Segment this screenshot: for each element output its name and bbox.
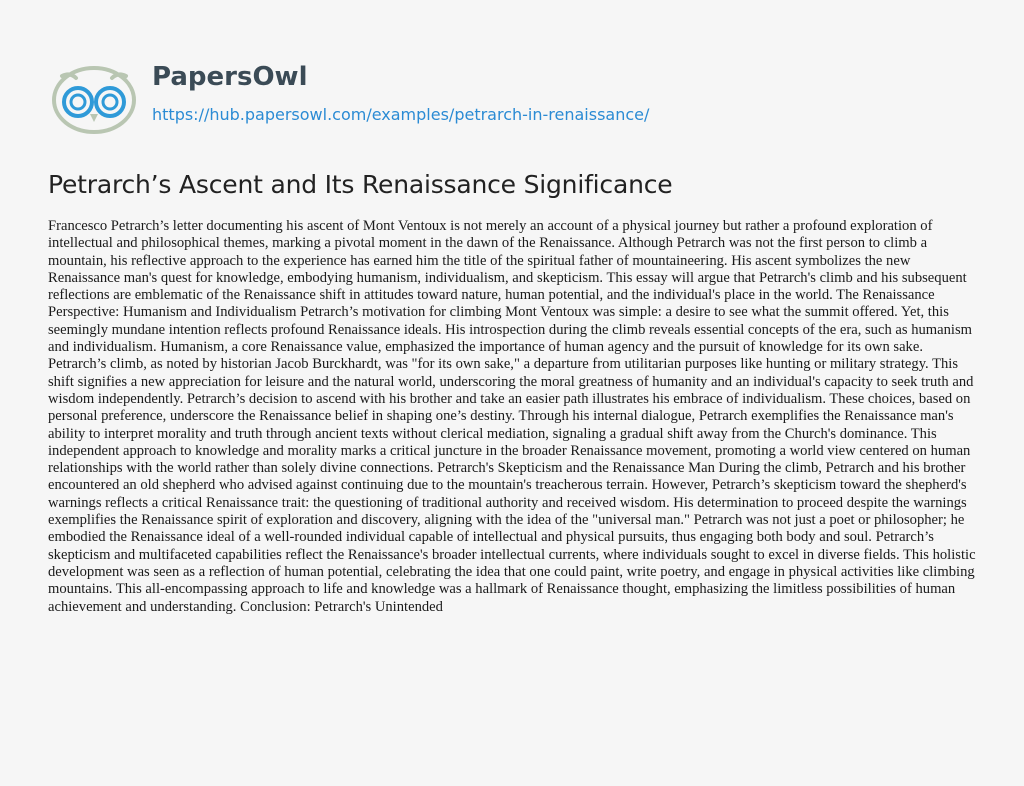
document-title: Petrarch’s Ascent and Its Renaissance Significance: [48, 170, 673, 199]
document-body: Francesco Petrarch’s letter documenting his ascent of Mont Ventoux is not merely an account of a physical journey but rather a profound exploration of intellectual and philosophical themes, marking a pivotal moment in the dawn of the Renaissance. Although Petrarch was not the first person to climb a mountain, his reflective approach to the experience has earned him the title of the spiritual father of mountaineering. His ascent symbolizes the new Renaissance man's quest for knowledge, embodying humanism, individualism, and skepticism. This essay will argue that Petrarch's climb and his subsequent reflections are emblematic of the Renaissance shift in attitudes toward nature, human potential, and the individual's place in the world. The Renaissance Perspective: Humanism and Individualism Petrarch’s motivation for climbing Mont Ventoux was simple: a desire to see what the summit offered. Yet, this seemingly mundane intention reflects profound Renaissance ideals. His introspection during the climb reveals essential concepts of the era, such as humanism and individualism. Humanism, a core Renaissance value, emphasized the importance of human agency and the pursuit of knowledge for its own sake. Petrarch’s climb, as noted by historian Jacob Burckhardt, was "for its own sake," a departure from utilitarian purposes like hunting or military strategy. This shift signifies a new appreciation for leisure and the natural world, underscoring the moral greatness of humanity and an individual's capacity to seek truth and wisdom independently. Petrarch’s decision to ascend with his brother and take an easier path illustrates his embrace of individualism. These choices, based on personal preference, underscore the Renaissance belief in shaping one’s destiny. Through his internal dialogue, Petrarch exemplifies the Renaissance man's ability to interpret morality and truth through ancient texts without clerical mediation, signaling a gradual shift away from the Church's dominance. This independent approach to knowledge and morality marks a critical juncture in the broader Renaissance movement, promoting a world view centered on human relationships with the world rather than solely divine connections. Petrarch's Skepticism and the Renaissance Man During the climb, Petrarch and his brother encountered an old shepherd who advised against continuing due to the mountain's treacherous terrain. However, Petrarch’s skepticism toward the shepherd's warnings reflects a critical Renaissance trait: the questioning of traditional authority and received wisdom. His determination to proceed despite the warnings exemplifies the Renaissance spirit of exploration and discovery, aligning with the idea of the "universal man." Petrarch was not just a poet or philosopher; he embodied the Renaissance ideal of a well-rounded individual capable of intellectual and physical pursuits, thus engaging both body and soul. Petrarch’s skepticism and multifaceted capabilities reflect the Renaissance's broader intellectual currents, where individuals sought to excel in diverse fields. This holistic development was seen as a reflection of human potential, celebrating the idea that one could paint, write poetry, and engage in physical activities like climbing mountains. This all-encompassing approach to life and knowledge was a hallmark of Renaissance thought, emphasizing the limitless possibilities of human achievement and understanding. Conclusion: Petrarch's Unintended: [48, 218, 976, 615]
owl-face-icon: [48, 62, 140, 138]
brand-name: PapersOwl: [152, 62, 308, 92]
source-url-link[interactable]: https://hub.papersowl.com/examples/petrarch-in-renaissance/: [152, 105, 650, 124]
site-header: [48, 52, 988, 142]
